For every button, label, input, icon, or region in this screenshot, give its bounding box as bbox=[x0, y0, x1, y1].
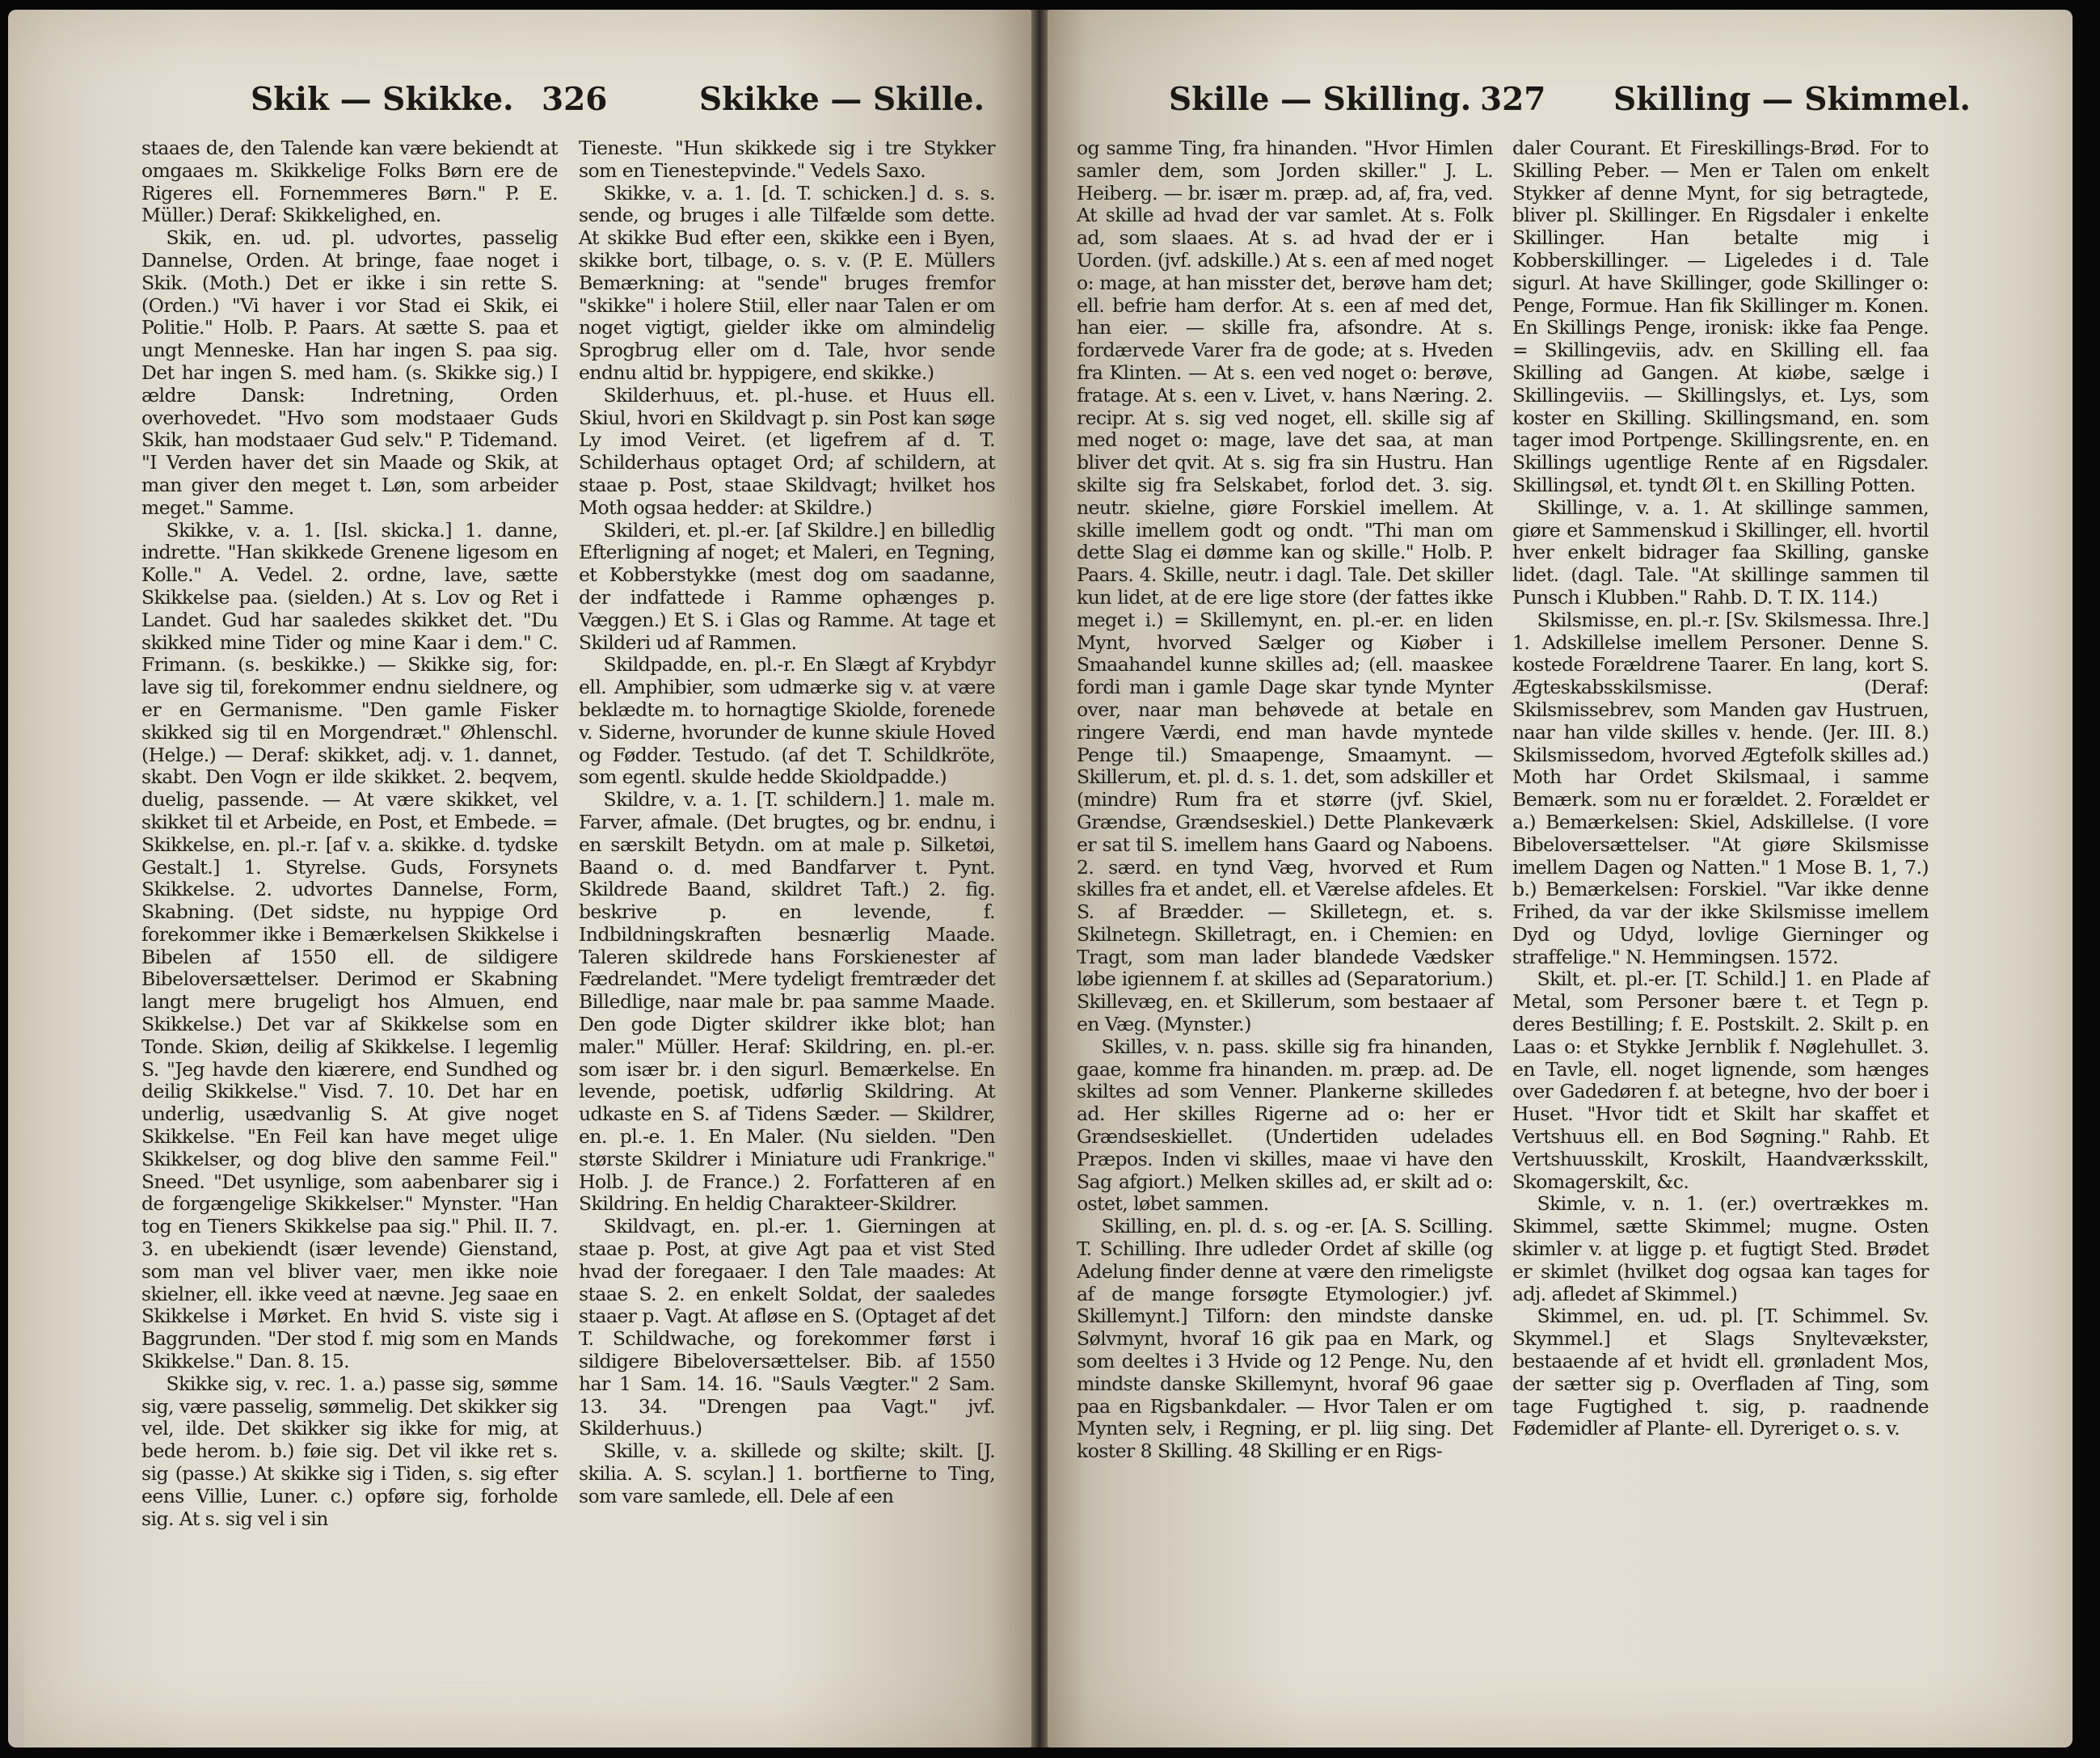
entry-paragraph: Skikke sig, v. rec. 1. a.) passe sig, sømme sig, være passelig, sømmelig. Det skikker sig vel, ilde. Det skikker sig ikke for mig, at bede herom. b.) føie sig. Det vil ikke ret s. sig (passe.) At skikke sig i Tiden, s. sig efter eens Villie, Luner. c.) opføre sig, forholde sig. At s. sig vel i sin bbox=[141, 1372, 558, 1530]
entry-paragraph: Skilsmisse, en. pl.-r. [Sv. Skilsmessa. Ihre.] 1. Adskillelse imellem Personer. Denne S. kostede Forældrene Taarer. En lang, kort S. Ægteskabsskilsmisse. (Deraf: Skilsmissebrev, som Manden gav Hustruen, naar han vilde skilles v. hende. (Jer. III. 8.) Skilsmissedom, hvorved Ægtefolk skilles ad.) Moth har Ordet Skilsmaal, i samme Bemærk. som nu er forældet. 2. Forældet er a.) Bemærkelsen: Skiel, Adskillelse. (I vore Bibeloversættelser. "At giøre Skilsmisse imellem Dagen og Natten." 1 Mose B. 1, 7.) b.) Bemærkelsen: Forskiel. "Var ikke denne Frihed, da var der ikke Skilsmisse imellem Dyd og Udyd, lovlige Gierninger og straffelige." N. Hemmingsen. 1572. bbox=[1512, 608, 1929, 968]
right-page bbox=[1048, 10, 2073, 1747]
right-page-column-1 bbox=[1077, 137, 1493, 1463]
entry-paragraph: Skik, en. ud. pl. udvortes, passelig Dannelse, Orden. At bringe, faae noget i Skik. (Moth.) Det er ikke i sin rette S. (Orden.) "Vi haver i vor Stad ei Skik, ei Politie." Holb. P. Paars. At sætte S. paa et ungt Menneske. Han har ingen S. paa sig. Det har ingen S. med ham. (s. Skikke sig.) I ældre Dansk: Indretning, Orden overhovedet. "Hvo som modstaaer Guds Skik, han modstaaer Gud selv." P. Tidemand. "I Verden haver det sin Maade og Skik, at man giver den meget t. Løn, som arbeider meget." Samme. bbox=[141, 226, 558, 519]
entry-paragraph: Skilles, v. n. pass. skille sig fra hinanden, gaae, komme fra hinanden. m. præp. ad. De skiltes ad som Venner. Plankerne skilledes ad. Her skilles Rigerne ad o: her er Grændseskiellet. (Undertiden udelades Præpos. Inden vi skilles, maae vi have den Sag afgiort.) Melken skilles ad, er skilt ad o: ostet, løbet sammen. bbox=[1077, 1035, 1493, 1216]
entry-paragraph: Skildvagt, en. pl.-er. 1. Gierningen at staae p. Post, at give Agt paa et vist Sted hvad der foregaaer. I den Tale maades: At staae S. 2. en enkelt Soldat, der saaledes staaer p. Vagt. At afløse en S. (Optaget af det T. Schildwache, og forekommer først i sildigere Bibeloversættelser. Bib. af 1550 har 1 Sam. 14. 16. "Sauls Vægter." 2 Sam. 13. 34. "Drengen paa Vagt." jvf. Skilderhuus.) bbox=[579, 1215, 995, 1440]
right-page-header-left: Skille — Skilling. bbox=[1169, 81, 1472, 118]
book-gutter bbox=[1031, 10, 1048, 1747]
right-page-number: 327 bbox=[1480, 81, 1546, 118]
entry-paragraph: staaes de, den Talende kan være bekiendt at omgaaes m. Skikkelige Folks Børn ere de Rigeres ell. Fornemmeres Børn." P. E. Müller.) Deraf: Skikkelighed, en. bbox=[141, 137, 558, 227]
right-page-header-right: Skilling — Skimmel. bbox=[1613, 81, 1971, 118]
entry-paragraph: Skikke, v. a. 1. [Isl. skicka.] 1. danne, indrette. "Han skikkede Grenene ligesom en Kolle." A. Vedel. 2. ordne, lave, sætte Skikkelse paa. (sielden.) At s. Lov og Ret i Landet. Gud har saaledes skikket det. "Du skikked mine Tider og mine Kaar i dem." C. Frimann. (s. beskikke.) — Skikke sig, for: lave sig til, forekommer endnu sieldnere, og er en Germanisme. "Den gamle Fisker skikked sig til en Morgendræt." Øhlenschl. (Helge.) — Deraf: skikket, adj. v. 1. dannet, skabt. Den Vogn er ilde skikket. 2. beqvem, duelig, passende. — At være skikket, vel skikket til et Arbeide, en Post, et Embede. = Skikkelse, en. pl.-r. [af v. a. skikke. d. tydske Gestalt.] 1. Styrelse. Guds, Forsynets Skikkelse. 2. udvortes Dannelse, Form, Skabning. (Det sidste, nu hyppige Ord forekommer ikke i Bemærkelsen Skikkelse i Bibelen af 1550 ell. de sildigere Bibeloversættelser. Derimod er Skabning langt mere brugeligt hos Almuen, end Skikkelse.) Det var af Skikkelse som en Tonde. Skiøn, deilig af Skikkelse. I legemlig S. "Jeg havde den kiærere, end Sundhed og deilig Skikkelse." Visd. 7. 10. Det har en underlig, usædvanlig S. At give noget Skikkelse. "En Feil kan have meget ulige Skikkelser, og dog blive den samme Feil." Sneed. "Det usynlige, som aabenbarer sig i de forgængelige Skikkelser." Mynster. "Han tog en Tieners Skikkelse paa sig." Phil. II. 7. 3. en ubekiendt (især levende) Gienstand, som man vel bliver vaer, men ikke noie skielner, ell. ikke veed at nævne. Jeg saae en Skikkelse i Mørket. En hvid S. viste sig i Baggrunden. "Der stod f. mig som en Mands Skikkelse." Dan. 8. 15. bbox=[141, 518, 558, 1373]
left-page-header bbox=[8, 81, 1031, 129]
left-page-number: 326 bbox=[542, 81, 608, 118]
page-edge-mark bbox=[8, 1602, 24, 1747]
entry-paragraph: Skilderi, et. pl.-er. [af Skildre.] en billedlig Efterligning af noget; et Maleri, en Tegning, et Kobberstykke (mest dog om saadanne, der indfattede i Ramme ophænges p. Væggen.) Et S. i Glas og Ramme. At tage et Skilderi ud af Rammen. bbox=[579, 518, 995, 654]
entry-paragraph: Skimmel, en. ud. pl. [T. Schimmel. Sv. Skymmel.] et Slags Snyltevækster, bestaaende af et hvidt ell. grønladent Mos, der sætter sig p. Overfladen af Ting, som tage Fugtighed t. sig, p. raadnende Fødemidler af Plante- ell. Dyreriget o. s. v. bbox=[1512, 1305, 1929, 1440]
entry-paragraph: Skildpadde, en. pl.-r. En Slægt af Krybdyr ell. Amphibier, som udmærke sig v. at være beklædte m. to hornagtige Skiolde, forenede v. Siderne, hvorunder de kunne skiule Hoved og Fødder. Testudo. (af det T. Schildkröte, som egentl. skulde hedde Skioldpadde.) bbox=[579, 653, 995, 789]
entry-paragraph: Skildre, v. a. 1. [T. schildern.] 1. male m. Farver, afmale. (Det brugtes, og br. endnu, i en særskilt Betydn. om at male p. Silketøi, Baand o. d. med Bandfarver t. Pynt. Skildrede Baand, skildret Taft.) 2. fig. beskrive p. en levende, f. Indbildningskraften besnærlig Maade. Taleren skildrede hans Forskienester af Fædrelandet. "Mere tydeligt fremtræder det Billedlige, naar male br. paa samme Maade. Den gode Digter skildrer ikke blot; han maler." Müller. Heraf: Skildring, en. pl.-er. som især br. i den sigurl. Bemærkelse. En levende, poetisk, udførlig Skildring. At udkaste en S. af Tidens Sæder. — Skildrer, en. pl.-e. 1. En Maler. (Nu sielden. "Den største Skildrer i Miniature udi Frankrige." Holb. J. de France.) 2. Forfatteren af en Skildring. En heldig Charakteer-Skildrer. bbox=[579, 788, 995, 1216]
right-page-header bbox=[1048, 81, 2073, 129]
left-page-column-2 bbox=[579, 137, 995, 1508]
entry-paragraph: Skilderhuus, et. pl.-huse. et Huus ell. Skiul, hvori en Skildvagt p. sin Post kan søge Ly imod Veiret. (et ligefrem af d. T. Schilderhaus optaget Ord; af schildern, at staae p. Post, staae Skildvagt; hvilket hos Moth ogsaa hedder: at Skildre.) bbox=[579, 383, 995, 519]
entry-paragraph: Skikke, v. a. 1. [d. T. schicken.] d. s. s. sende, og bruges i alle Tilfælde som dette. At skikke Bud efter een, skikke een i Byen, skikke bort, tilbage, o. s. v. (P. E. Müllers Bemærkning: at "sende" bruges fremfor "skikke" i holere Stiil, eller naar Talen er om noget vigtigt, gielder ikke om almindelig Sprogbrug eller om d. Tale, hvor sende endnu altid br. hyppigere, end skikke.) bbox=[579, 181, 995, 384]
entry-paragraph: Skillinge, v. a. 1. At skillinge sammen, giøre et Sammenskud i Skillinger, ell. hvortil hver enkelt bidrager faa Skilling, ganske lidet. (dagl. Tale. "At skillinge sammen til Punsch i Klubben." Rahb. D. T. IX. 114.) bbox=[1512, 495, 1929, 609]
entry-paragraph: daler Courant. Et Fireskillings-Brød. For to Skilling Peber. — Men er Talen om enkelt Stykker af denne Mynt, for sig betragtede, bliver pl. Skillinger. En Rigsdaler i enkelte Skillinger. Han betalte mig i Kobberskillinger. — Ligeledes i d. Tale sigurl. At have Skillinger, gode Skillinger o: Penge, Formue. Han fik Skillinger m. Konen. En Skillings Penge, ironisk: ikke faa Penge. = Skillingeviis, adv. en Skilling ell. faa Skilling ad Gangen. At kiøbe, sælge i Skillingeviis. — Skillingslys, et. Lys, som koster en Skilling. Skillingsmand, en. som tager imod Portpenge. Skillingsrente, en. en Skillings ugentlige Rente af en Rigsdaler. Skillingsøl, et. tyndt Øl t. en Skilling Potten. bbox=[1512, 137, 1929, 496]
left-page-column-1 bbox=[141, 137, 558, 1530]
left-page bbox=[8, 10, 1031, 1747]
right-page-column-2 bbox=[1512, 137, 1929, 1440]
left-page-header-right: Skikke — Skille. bbox=[699, 81, 985, 118]
entry-paragraph: Skilt, et. pl.-er. [T. Schild.] 1. en Plade af Metal, som Personer bære t. et Tegn p. deres Bestilling; f. E. Postskilt. 2. Skilt p. en Laas o: et Stykke Jernblik f. Nøglehullet. 3. en Tavle, ell. noget lignende, som hænges over Gadedøren f. at betegne, hvo der boer i Huset. "Hvor tidt et Skilt har skaffet et Vertshuus ell. en Bod Søgning." Rahb. Et Vertshuusskilt, Kroskilt, Haandværksskilt, Skomagerskilt, &c. bbox=[1512, 968, 1929, 1193]
entry-paragraph: Skimle, v. n. 1. (er.) overtrækkes m. Skimmel, sætte Skimmel; mugne. Osten skimler v. at ligge p. et fugtigt Sted. Brødet er skimlet (hvilket dog ogsaa kan tages for adj. afledet af Skimmel.) bbox=[1512, 1192, 1929, 1305]
entry-paragraph: og samme Ting, fra hinanden. "Hvor Himlen samler dem, som Jorden skiller." J. L. Heiberg. — br. især m. præp. ad, af, fra, ved. At skille ad hvad der var samlet. At s. Folk ad, som slaaes. At s. ad hvad der er i Uorden. (jvf. adskille.) At s. een af med noget o: mage, at han misster det, berøve ham det; ell. befrie ham derfor. At s. een af med det, han eier. — skille fra, afsondre. At s. fordærvede Varer fra de gode; at s. Hveden fra Klinten. — At s. een ved noget o: berøve, fratage. At s. een v. Livet, v. hans Næring. 2. recipr. At s. sig ved noget, ell. skille sig af med noget o: mage, lave det saa, at man bliver det qvit. At s. sig fra sin Hustru. Han skilte sig fra Selskabet, forlod det. 3. sig. neutr. skielne, giøre Forskiel imellem. At skille imellem godt og ondt. "Thi man om dette Slag ei dømme kan og skille." Holb. P. Paars. 4. Skille, neutr. i dagl. Tale. Det skiller kun lidet, at de ere lige store (der fattes ikke meget i.) = Skillemynt, en. pl.-er. en liden Mynt, hvorved Sælger og Kiøber i Smaahandel kunne skilles ad; (ell. maaskee fordi man i gamle Dage skar tynde Mynter over, naar man behøvede at betale en ringere Værdi, end man havde myntede Penge til.) Smaapenge, Smaamynt. — Skillerum, et. pl. d. s. 1. det, som adskiller et (mindre) Rum fra et større (jvf. Skiel, Grændse, Grændseskiel.) Dette Plankeværk er sat til S. imellem hans Gaard og Naboens. 2. særd. en tynd Væg, hvorved et Rum skilles fra et andet, ell. et Værelse afdeles. Et S. af Brædder. — Skilletegn, et. s. Skilnetegn. Skilletragt, en. i Chemien: en Tragt, som man lader blandede Vædsker løbe igiennem f. at skilles ad (Separatorium.) Skillevæg, en. et Skillerum, som bestaaer af en Væg. (Mynster.) bbox=[1077, 137, 1493, 1036]
left-page-header-left: Skik — Skikke. bbox=[251, 81, 514, 118]
entry-paragraph: Skille, v. a. skillede og skilte; skilt. [J. skilia. A. S. scylan.] 1. bortfierne to Ting, som vare samlede, ell. Dele af een bbox=[579, 1440, 995, 1507]
entry-paragraph: Skilling, en. pl. d. s. og -er. [A. S. Scilling. T. Schilling. Ihre udleder Ordet af skille (og Adelung finder denne at være den rimeligste af de mange forsøgte Etymologier.) jvf. Skillemynt.] Tilforn: den mindste danske Sølvmynt, hvoraf 16 gik paa en Mark, og som deeltes i 3 Hvide og 12 Penge. Nu, den mindste danske Skillemynt, hvoraf 96 gaae paa en Rigsbankdaler. — Hvor Talen er om Mynten selv, i Regning, er pl. liig sing. Det koster 8 Skilling. 48 Skilling er en Rigs- bbox=[1077, 1215, 1493, 1463]
entry-paragraph: Tieneste. "Hun skikkede sig i tre Stykker som en Tienestepvinde." Vedels Saxo. bbox=[579, 137, 995, 182]
